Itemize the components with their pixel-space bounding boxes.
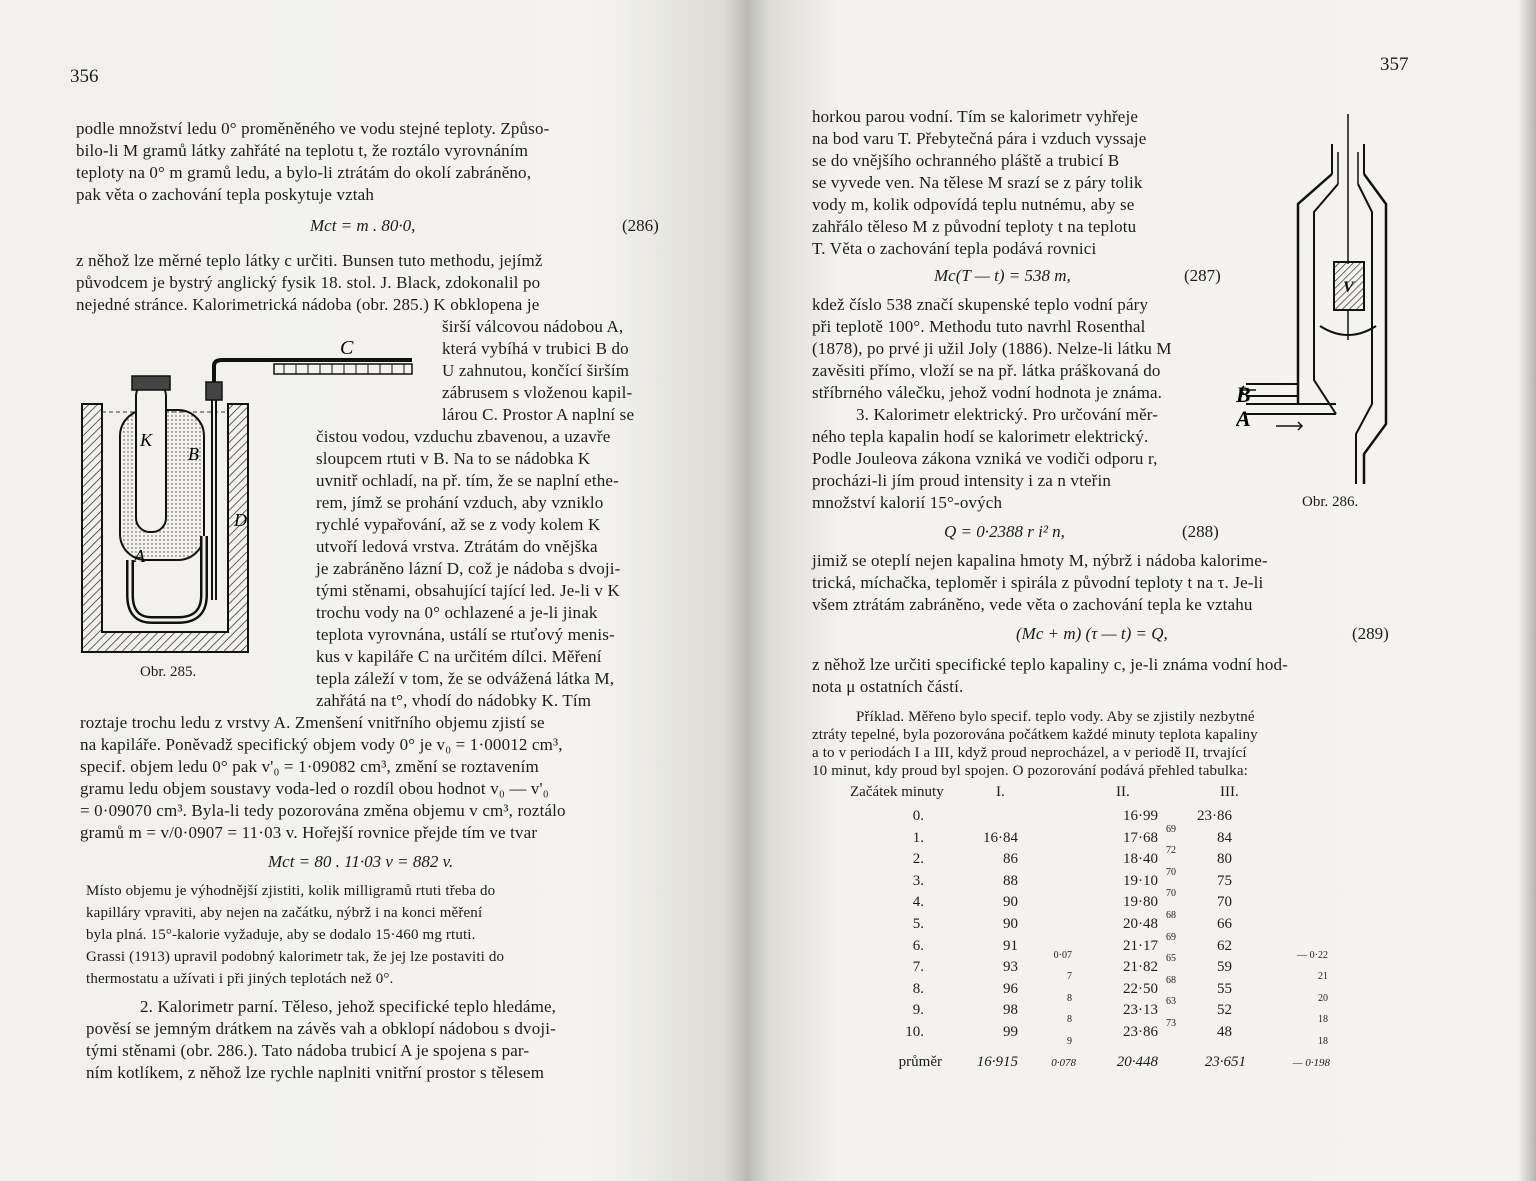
table-cell: 7. xyxy=(912,959,924,976)
table-cell: 10. xyxy=(905,1024,924,1040)
table-cell: 8 xyxy=(1067,992,1072,1004)
text-line: teploty na 0° m gramů ledu, a bylo-li ztrátám do okolí zabráněno, xyxy=(76,163,532,182)
equation-number: (286) xyxy=(622,216,659,235)
table-header: Začátek minuty xyxy=(850,784,944,800)
table-cell: 66 xyxy=(1217,916,1232,932)
table-cell: 59 xyxy=(1217,959,1232,976)
table-cell: 7 xyxy=(1067,971,1072,983)
table-cell: 9 xyxy=(1067,1036,1072,1047)
text-line: (1878), po prvé ji užil Joly (1886). Nelze-li látku M xyxy=(812,339,1172,358)
table-cell: 8 xyxy=(1067,1014,1072,1026)
text-line: gramu ledu objem soustavy voda-led o rozdíl obou hodnot v₀ — v'₀ xyxy=(80,779,549,798)
table-header: III. xyxy=(1220,784,1239,800)
text-line: U zahnutou, končící širším xyxy=(442,361,630,380)
text-line: uvnitř ochladí, na př. tím, že se naplní ethe- xyxy=(316,471,619,490)
table-cell: 52 xyxy=(1217,1002,1232,1019)
figure-label: A xyxy=(1236,406,1251,431)
table-cell: 63 xyxy=(1166,996,1176,1008)
table-cell: 19·80 xyxy=(1123,894,1158,911)
table-cell: 22·50 xyxy=(1123,980,1158,997)
text-line: čistou vodou, vzduchu zbavenou, a uzavře xyxy=(316,427,611,446)
mean-cell: průměr xyxy=(898,1053,942,1070)
text-line: T. Věta o zachování tepla podává rovnici xyxy=(812,239,1097,258)
text-line: a to v periodách I a III, když proud neprocházel, a v periodě II, trvající xyxy=(812,745,1247,761)
table-cell: 68 xyxy=(1166,910,1176,921)
table-cell: 19·10 xyxy=(1123,872,1158,889)
text-line: Podle Jouleova zákona vzniká ve vodiči odporu r, xyxy=(812,449,1158,468)
text-line: vody m, kolik odpovídá teplu nutnému, aby se xyxy=(812,195,1135,214)
text-line: je zabráněno lázní D, což je nádoba s dvoji- xyxy=(316,559,621,578)
text-line: roztaje trochu ledu z vrstvy A. Zmenšení vnitřního objemu zjistí se xyxy=(80,713,545,732)
text-line: 3. Kalorimetr elektrický. Pro určování měr- xyxy=(856,405,1159,424)
table-cell: 9. xyxy=(912,1002,924,1019)
text-line: thermostatu a užívati i při jiných teplotách než 0°. xyxy=(86,971,394,987)
table-cell: 88 xyxy=(1003,872,1018,889)
text-line: zahřálo těleso M z původní teploty t na teplotu xyxy=(812,217,1137,236)
text-line: ztráty tepelné, byla pozorována počátkem každé minuty teplota kapaliny xyxy=(812,727,1258,743)
text-line: pak věta o zachování tepla poskytuje vztah xyxy=(76,185,375,204)
text-line: = 0·09070 cm³. Byla-li tedy pozorována změna objemu v cm³, roztálo xyxy=(80,801,566,820)
table-cell: 90 xyxy=(1003,894,1018,911)
text-line: kdež číslo 538 značí skupenské teplo vodní páry xyxy=(812,295,1149,314)
mean-cell: — 0·198 xyxy=(1292,1056,1330,1069)
table-cell: 70 xyxy=(1166,866,1176,878)
text-line: původcem je bystrý anglický fysik 18. stol. J. Black, zdokonalil po xyxy=(76,273,541,292)
table-header: I. xyxy=(996,784,1005,800)
table-cell: 0. xyxy=(912,808,924,824)
text-line: množství kalorií 15°-ových xyxy=(812,493,1003,512)
text-line: stříbrného válečku, jehož vodní hodnota je známa. xyxy=(812,383,1163,402)
table-cell: 20 xyxy=(1318,992,1328,1004)
text-line: zahřátá na t°, vhodí do nádobky K. Tím xyxy=(316,691,592,710)
text-line: z něhož lze měrné teplo látky c určiti. Bunsen tuto methodu, jejímž xyxy=(76,251,543,270)
text-line: se vyvede ven. Na tělese M srazí se z páry tolik xyxy=(812,173,1143,192)
equation-number: (287) xyxy=(1184,266,1221,285)
text-line: kus v kapiláře C na určitém dílci. Měření xyxy=(316,647,602,666)
table-cell: 98 xyxy=(1003,1002,1018,1019)
mean-cell: 20·448 xyxy=(1116,1053,1158,1070)
table-cell: 65 xyxy=(1166,953,1176,965)
figure-label: B xyxy=(1236,382,1251,407)
table-header: II. xyxy=(1116,784,1130,800)
table-cell: 70 xyxy=(1217,894,1232,911)
table-cell: 55 xyxy=(1217,980,1232,997)
table-cell: 90 xyxy=(1003,916,1018,932)
table-cell: 8. xyxy=(912,980,924,997)
table-cell: 3. xyxy=(912,872,924,889)
table-cell: 6. xyxy=(912,937,924,954)
table-cell: 23·13 xyxy=(1123,1002,1158,1019)
text-line: širší válcovou nádobou A, xyxy=(442,317,624,336)
table-cell: 84 xyxy=(1217,829,1232,846)
text-line: všem ztrátám zabráněno, vede věta o zachování tepla ke vztahu xyxy=(812,595,1253,614)
table-cell: 73 xyxy=(1166,1018,1176,1029)
equation-289: (Mc + m) (τ — t) = Q, xyxy=(1016,624,1168,643)
page-number: 356 xyxy=(70,66,99,87)
table-cell: 18 xyxy=(1318,1014,1328,1026)
text-line: ného tepla kapalin hodí se kalorimetr elektrický. xyxy=(812,427,1149,446)
figure-285-calorimeter xyxy=(78,330,418,660)
text-line: na bod varu T. Přebytečná pára i vzduch vyssaje xyxy=(812,129,1147,148)
table-cell: 2. xyxy=(912,851,924,868)
figure-caption: Obr. 285. xyxy=(140,664,197,680)
text-line: Místo objemu je výhodnější zjistiti, kolik milligramů rtuti třeba do xyxy=(86,883,496,899)
mean-cell: 16·915 xyxy=(976,1053,1018,1070)
text-line: sloupcem rtuti v B. Na to se nádobka K xyxy=(316,449,591,468)
table-cell: 18·40 xyxy=(1123,851,1158,868)
text-line: která vybíhá v trubici B do xyxy=(442,339,629,358)
text-line: tepla záleží v tom, že se odvážená látka M, xyxy=(316,669,615,688)
text-line: trochu vody na 0° ochlazené a je-li jinak xyxy=(316,603,598,622)
figure-label: K xyxy=(140,430,153,450)
table-cell: 99 xyxy=(1003,1024,1018,1040)
text-line: byla plná. 15°-kalorie vyžaduje, aby se dodalo 15·460 mg rtuti. xyxy=(86,927,476,943)
mean-cell: 23·651 xyxy=(1204,1053,1246,1070)
svg-text:V: V xyxy=(1343,279,1354,296)
right-page xyxy=(746,0,1536,1181)
table-cell: 68 xyxy=(1166,974,1176,986)
equation-288: Q = 0·2388 r i² n, xyxy=(944,522,1065,541)
figure-label: A xyxy=(134,546,145,566)
figure-286-steam-calorimeter xyxy=(1236,104,1396,494)
text-line: zábrusem s vloženou kapil- xyxy=(442,383,633,402)
text-line: trická, míchačka, teploměr i spirála z původní teploty t na τ. Je-li xyxy=(812,573,1264,592)
text-line: Grassi (1913) upravil podobný kalorimetr tak, že jej lze postaviti do xyxy=(86,949,505,965)
table-cell: 80 xyxy=(1217,851,1232,868)
figure-label: D xyxy=(234,510,247,530)
table-cell: 91 xyxy=(1003,937,1018,954)
text-line: zavěsiti přímo, vloží se na př. látka práškovaná do xyxy=(812,361,1161,380)
text-line: podle množství ledu 0° proměněného ve vodu stejné teploty. Způso- xyxy=(76,119,550,138)
left-page xyxy=(0,0,746,1181)
table-cell: 72 xyxy=(1166,845,1176,857)
table-cell: 86 xyxy=(1003,851,1018,868)
table-cell: 17·68 xyxy=(1123,829,1158,846)
text-line: procházi-li jím proud intensity i za n vteřin xyxy=(812,471,1111,490)
text-line: z něhož lze určiti specifické teplo kapaliny c, je-li známa vodní hod- xyxy=(812,655,1288,674)
table-cell: 69 xyxy=(1166,931,1176,943)
text-line: pověsí se jemným drátkem na závěs vah a obklopí nádobou s dvoji- xyxy=(86,1019,556,1038)
table-cell: 96 xyxy=(1003,980,1018,997)
text-line: jimiž se oteplí nejen kapalina hmoty M, nýbrž i nádoba kalorime- xyxy=(812,551,1268,570)
table-cell: 21·82 xyxy=(1123,959,1158,976)
table-cell: 21·17 xyxy=(1123,937,1158,954)
text-line: rychlé vypařování, až se z vody kolem K xyxy=(316,515,601,534)
text-line: se do vnějšího ochranného pláště a trubicí B xyxy=(812,151,1120,170)
text-line: horkou parou vodní. Tím se kalorimetr vyhřeje xyxy=(812,107,1139,126)
text-line: při teplotě 100°. Methodu tuto navrhl Rosenthal xyxy=(812,317,1146,336)
text-line: na kapiláře. Poněvadž specifický objem vody 0° je v₀ = 1·00012 cm³, xyxy=(80,735,563,754)
table-cell: 48 xyxy=(1217,1024,1232,1040)
table-cell: 23·86 xyxy=(1123,1024,1158,1040)
text-line: utvoří ledová vrstva. Ztrátám do vnějška xyxy=(316,537,598,556)
text-line: bilo-li M gramů látky zahřáté na teplotu t, že roztálo vyrovnáním xyxy=(76,141,529,160)
table-cell: 5. xyxy=(912,916,924,932)
text-line: rem, jímž se prohání vzduch, aby vzniklo xyxy=(316,493,604,512)
figure-caption: Obr. 286. xyxy=(1302,494,1359,510)
equation-number: (288) xyxy=(1182,522,1219,541)
text-line: ním kotlíkem, z něhož lze rychle naplniti vnitřní prostor s tělesem xyxy=(86,1063,545,1082)
table-cell: 16·99 xyxy=(1123,808,1158,824)
table-cell: 21 xyxy=(1318,971,1328,983)
table-cell: 0·07 xyxy=(1053,949,1072,961)
text-line: specif. objem ledu 0° pak v'₀ = 1·09082 cm³, změní se roztavením xyxy=(80,757,539,776)
table-cell: 23·86 xyxy=(1197,808,1232,824)
text-line: lárou C. Prostor A naplní se xyxy=(442,405,635,424)
figure-label: C xyxy=(340,337,354,359)
text-line: tými stěnami (obr. 286.). Tato nádoba trubicí A je spojena s par- xyxy=(86,1041,530,1060)
equation-286: Mct = m . 80·0, xyxy=(310,216,416,235)
text-line: kapilláry vpraviti, aby nejen na začátku, nýbrž i na konci měření xyxy=(86,905,483,921)
table-cell: — 0·22 xyxy=(1297,949,1328,961)
text-line: nota μ ostatních částí. xyxy=(812,677,964,696)
page-number: 357 xyxy=(1380,54,1409,75)
equation-number: (289) xyxy=(1352,624,1389,643)
equation-287: Mc(T — t) = 538 m, xyxy=(934,266,1071,285)
table-cell: 69 xyxy=(1166,823,1176,835)
text-line: gramů m = v/0·0907 = 11·03 v. Hořejší rovnice přejde tím ve tvar xyxy=(80,823,538,842)
equation: Mct = 80 . 11·03 v = 882 v. xyxy=(268,852,454,871)
mean-cell: 0·078 xyxy=(1051,1056,1076,1069)
table-cell: 18 xyxy=(1318,1036,1328,1047)
table-cell: 16·84 xyxy=(983,829,1018,846)
table-cell: 4. xyxy=(912,894,924,911)
table-cell: 62 xyxy=(1217,937,1232,954)
table-cell: 1. xyxy=(912,829,924,846)
table-cell: 93 xyxy=(1003,959,1018,976)
text-line: 2. Kalorimetr parní. Těleso, jehož specifické teplo hledáme, xyxy=(140,997,557,1016)
text-line: 10 minut, kdy proud byl spojen. O pozorování podává přehled tabulka: xyxy=(812,763,1248,779)
figure-label: B xyxy=(188,444,199,464)
table-cell: 70 xyxy=(1166,888,1176,900)
table-cell: 20·48 xyxy=(1123,916,1158,932)
text-line: teplota vyrovnána, ustálí se rtuťový menis- xyxy=(316,625,615,644)
text-line: nejedné stránce. Kalorimetrická nádoba (obr. 285.) K obklopena je xyxy=(76,295,540,314)
table-cell: 75 xyxy=(1217,872,1232,889)
text-line: Příklad. Měřeno bylo specif. teplo vody. Aby se zjistily nezbytné xyxy=(856,709,1255,725)
text-line: tými stěnami, obsahující tající led. Je-li v K xyxy=(316,581,620,600)
